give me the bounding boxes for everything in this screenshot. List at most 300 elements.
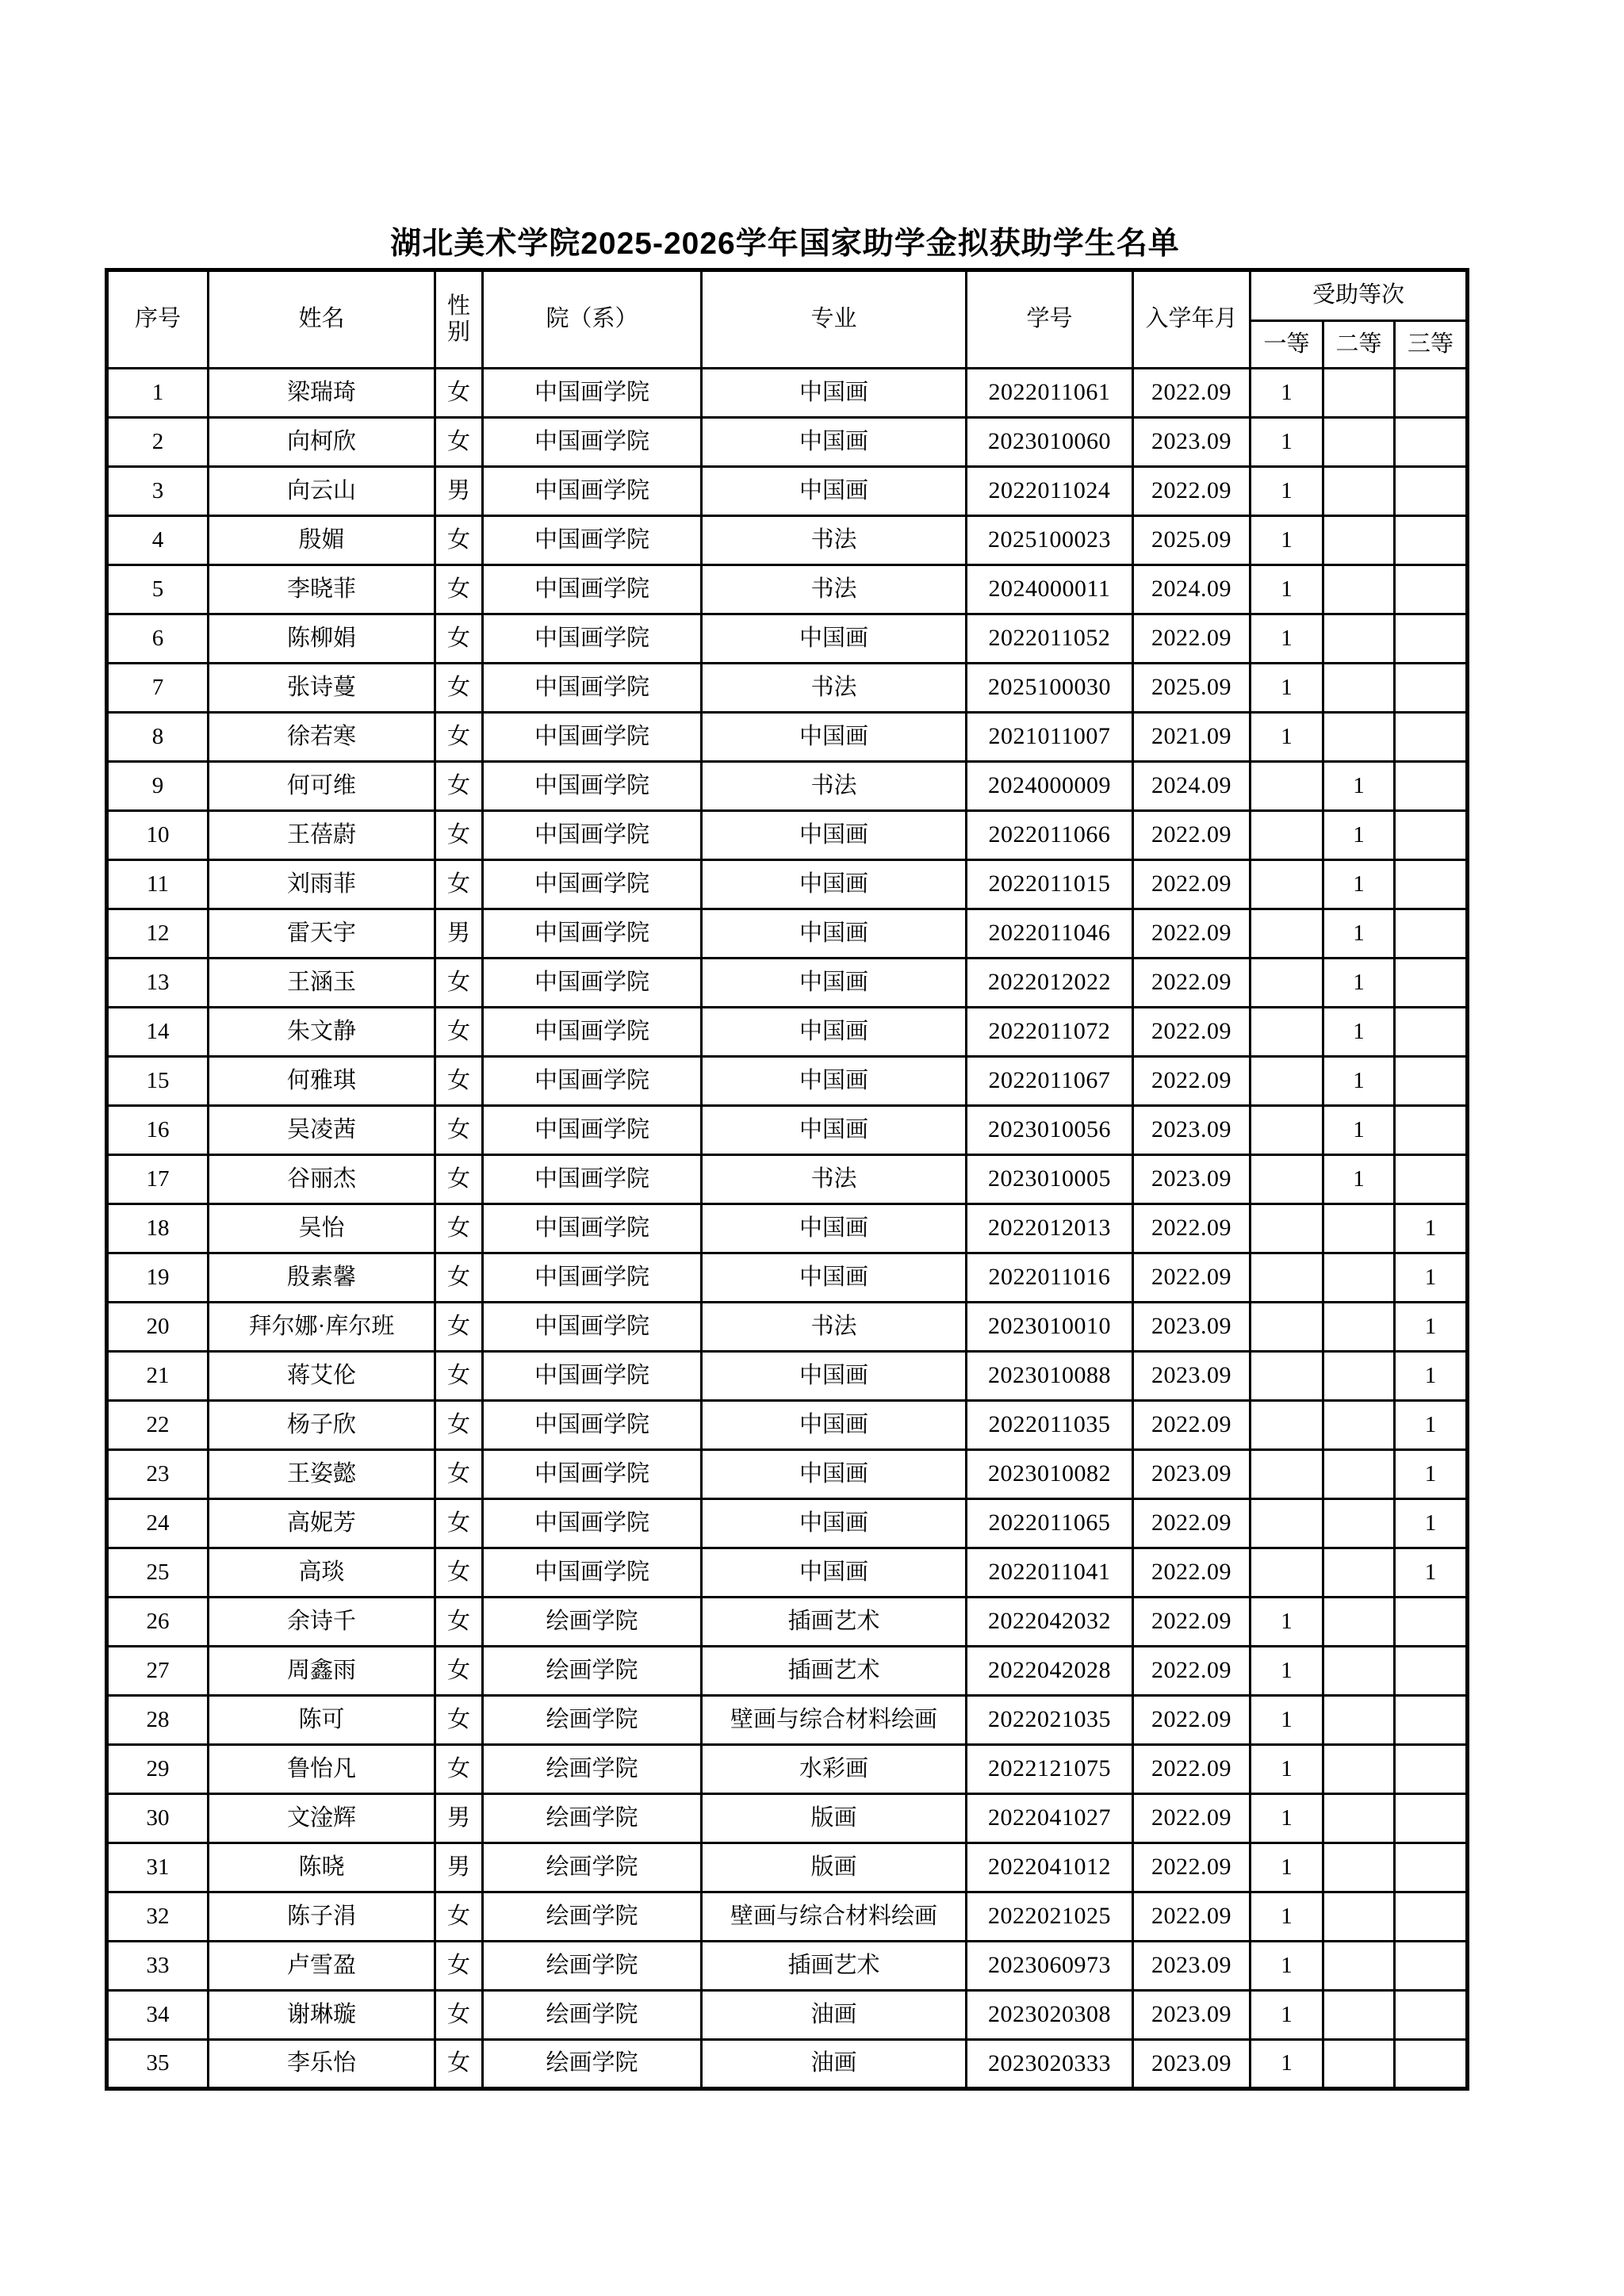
cell-gender: 女 <box>435 1892 483 1942</box>
cell-level2 <box>1323 1548 1395 1598</box>
cell-level2 <box>1323 1843 1395 1892</box>
table-row <box>107 516 1468 565</box>
cell-gender: 女 <box>435 664 483 713</box>
cell-gender: 女 <box>435 860 483 909</box>
cell-level3: 1 <box>1395 1548 1468 1598</box>
header-gender: 性别 <box>435 270 483 369</box>
header-college: 院（系） <box>483 270 702 369</box>
cell-gender: 女 <box>435 1352 483 1401</box>
cell-name: 周鑫雨 <box>209 1647 435 1696</box>
cell-name: 陈柳娟 <box>209 614 435 664</box>
cell-college: 绘画学院 <box>483 1991 702 2040</box>
cell-student_id: 2022012013 <box>967 1204 1133 1253</box>
cell-gender: 女 <box>435 1155 483 1204</box>
cell-level1 <box>1251 1253 1323 1303</box>
cell-level3 <box>1395 1745 1468 1794</box>
cell-college: 中国画学院 <box>483 1204 702 1253</box>
cell-major: 书法 <box>702 516 967 565</box>
cell-gender: 女 <box>435 614 483 664</box>
cell-level2 <box>1323 664 1395 713</box>
cell-level3 <box>1395 1106 1468 1155</box>
cell-major: 壁画与综合材料绘画 <box>702 1696 967 1745</box>
cell-major: 水彩画 <box>702 1745 967 1794</box>
cell-enroll_date: 2022.09 <box>1133 959 1251 1008</box>
cell-level2 <box>1323 467 1395 516</box>
cell-enroll_date: 2022.09 <box>1133 860 1251 909</box>
cell-level3 <box>1395 614 1468 664</box>
cell-no: 20 <box>107 1303 209 1352</box>
cell-major: 中国画 <box>702 1352 967 1401</box>
cell-level3 <box>1395 1598 1468 1647</box>
cell-college: 中国画学院 <box>483 418 702 467</box>
cell-student_id: 2022042028 <box>967 1647 1133 1696</box>
cell-gender: 女 <box>435 1991 483 2040</box>
cell-student_id: 2023010088 <box>967 1352 1133 1401</box>
cell-gender: 男 <box>435 467 483 516</box>
cell-college: 中国画学院 <box>483 959 702 1008</box>
table-row <box>107 1450 1468 1499</box>
cell-enroll_date: 2022.09 <box>1133 909 1251 959</box>
cell-major: 中国画 <box>702 467 967 516</box>
cell-student_id: 2022041012 <box>967 1843 1133 1892</box>
cell-college: 中国画学院 <box>483 1450 702 1499</box>
cell-name: 陈可 <box>209 1696 435 1745</box>
cell-enroll_date: 2022.09 <box>1133 467 1251 516</box>
cell-name: 刘雨菲 <box>209 860 435 909</box>
cell-major: 书法 <box>702 762 967 811</box>
cell-level1 <box>1251 1057 1323 1106</box>
table-row <box>107 565 1468 614</box>
cell-level1 <box>1251 909 1323 959</box>
cell-student_id: 2022011052 <box>967 614 1133 664</box>
cell-gender: 女 <box>435 1008 483 1057</box>
cell-major: 版画 <box>702 1843 967 1892</box>
cell-student_id: 2021011007 <box>967 713 1133 762</box>
table-header <box>107 270 1468 369</box>
cell-major: 中国画 <box>702 1008 967 1057</box>
cell-student_id: 2023010010 <box>967 1303 1133 1352</box>
cell-no: 23 <box>107 1450 209 1499</box>
cell-level1: 1 <box>1251 1647 1323 1696</box>
cell-no: 24 <box>107 1499 209 1548</box>
cell-name: 吴怡 <box>209 1204 435 1253</box>
cell-major: 壁画与综合材料绘画 <box>702 1892 967 1942</box>
cell-enroll_date: 2022.09 <box>1133 1647 1251 1696</box>
cell-enroll_date: 2023.09 <box>1133 1450 1251 1499</box>
cell-gender: 女 <box>435 1401 483 1450</box>
cell-level1: 1 <box>1251 1598 1323 1647</box>
cell-college: 中国画学院 <box>483 1057 702 1106</box>
table-row <box>107 1696 1468 1745</box>
cell-no: 30 <box>107 1794 209 1843</box>
table-row <box>107 467 1468 516</box>
cell-no: 2 <box>107 418 209 467</box>
cell-level3 <box>1395 418 1468 467</box>
cell-level3 <box>1395 1647 1468 1696</box>
cell-level1 <box>1251 811 1323 860</box>
cell-level1: 1 <box>1251 565 1323 614</box>
student-roster-table <box>105 268 1469 2091</box>
cell-no: 21 <box>107 1352 209 1401</box>
cell-level1: 1 <box>1251 1696 1323 1745</box>
cell-enroll_date: 2022.09 <box>1133 1843 1251 1892</box>
cell-level1 <box>1251 1450 1323 1499</box>
cell-college: 中国画学院 <box>483 1401 702 1450</box>
cell-college: 中国画学院 <box>483 1352 702 1401</box>
cell-level3: 1 <box>1395 1352 1468 1401</box>
cell-enroll_date: 2022.09 <box>1133 1892 1251 1942</box>
cell-level3 <box>1395 1991 1468 2040</box>
page-title: 湖北美术学院2025-2026学年国家助学金拟获助学生名单 <box>390 227 1180 261</box>
table-row <box>107 1991 1468 2040</box>
cell-name: 鲁怡凡 <box>209 1745 435 1794</box>
cell-gender: 女 <box>435 1204 483 1253</box>
table-row <box>107 1253 1468 1303</box>
cell-major: 中国画 <box>702 1106 967 1155</box>
cell-no: 33 <box>107 1942 209 1991</box>
cell-major: 中国画 <box>702 959 967 1008</box>
cell-name: 王姿懿 <box>209 1450 435 1499</box>
cell-level2: 1 <box>1323 1008 1395 1057</box>
cell-level2 <box>1323 1253 1395 1303</box>
cell-level3: 1 <box>1395 1499 1468 1548</box>
cell-level2 <box>1323 516 1395 565</box>
cell-major: 中国画 <box>702 418 967 467</box>
cell-college: 中国画学院 <box>483 664 702 713</box>
cell-student_id: 2022011066 <box>967 811 1133 860</box>
cell-level2: 1 <box>1323 811 1395 860</box>
cell-student_id: 2022011015 <box>967 860 1133 909</box>
cell-college: 中国画学院 <box>483 614 702 664</box>
cell-name: 殷媚 <box>209 516 435 565</box>
table-row <box>107 418 1468 467</box>
cell-level3 <box>1395 2040 1468 2089</box>
cell-name: 张诗蔓 <box>209 664 435 713</box>
cell-name: 拜尔娜·库尔班 <box>209 1303 435 1352</box>
cell-student_id: 2022011065 <box>967 1499 1133 1548</box>
cell-gender: 女 <box>435 1450 483 1499</box>
cell-level2 <box>1323 369 1395 418</box>
cell-student_id: 2022011041 <box>967 1548 1133 1598</box>
cell-level2 <box>1323 1401 1395 1450</box>
cell-student_id: 2022042032 <box>967 1598 1133 1647</box>
cell-enroll_date: 2022.09 <box>1133 369 1251 418</box>
cell-level1: 1 <box>1251 516 1323 565</box>
cell-gender: 女 <box>435 1548 483 1598</box>
cell-level2 <box>1323 1696 1395 1745</box>
cell-level1: 1 <box>1251 1991 1323 2040</box>
cell-level3 <box>1395 762 1468 811</box>
cell-level2 <box>1323 1942 1395 1991</box>
cell-level3: 1 <box>1395 1450 1468 1499</box>
cell-enroll_date: 2022.09 <box>1133 614 1251 664</box>
cell-student_id: 2022021035 <box>967 1696 1133 1745</box>
cell-name: 卢雪盈 <box>209 1942 435 1991</box>
cell-level3 <box>1395 1696 1468 1745</box>
cell-enroll_date: 2022.09 <box>1133 1253 1251 1303</box>
cell-enroll_date: 2021.09 <box>1133 713 1251 762</box>
table-body <box>107 369 1468 2089</box>
cell-level1: 1 <box>1251 1794 1323 1843</box>
cell-gender: 女 <box>435 418 483 467</box>
cell-college: 中国画学院 <box>483 860 702 909</box>
table-row <box>107 614 1468 664</box>
header-no: 序号 <box>107 270 209 369</box>
header-level3: 三等 <box>1395 321 1468 369</box>
cell-level2: 1 <box>1323 1155 1395 1204</box>
cell-level2 <box>1323 1991 1395 2040</box>
cell-gender: 女 <box>435 516 483 565</box>
cell-name: 徐若寒 <box>209 713 435 762</box>
cell-college: 中国画学院 <box>483 1548 702 1598</box>
cell-major: 插画艺术 <box>702 1942 967 1991</box>
cell-name: 陈晓 <box>209 1843 435 1892</box>
cell-level1 <box>1251 1204 1323 1253</box>
cell-college: 绘画学院 <box>483 1892 702 1942</box>
cell-level2 <box>1323 1647 1395 1696</box>
cell-gender: 女 <box>435 1942 483 1991</box>
cell-level2 <box>1323 1598 1395 1647</box>
cell-gender: 女 <box>435 2040 483 2089</box>
cell-gender: 女 <box>435 1303 483 1352</box>
cell-level2: 1 <box>1323 1057 1395 1106</box>
cell-no: 9 <box>107 762 209 811</box>
cell-level1 <box>1251 1008 1323 1057</box>
cell-gender: 女 <box>435 1057 483 1106</box>
cell-no: 15 <box>107 1057 209 1106</box>
cell-gender: 女 <box>435 811 483 860</box>
cell-level1: 1 <box>1251 467 1323 516</box>
cell-level3 <box>1395 664 1468 713</box>
cell-level2: 1 <box>1323 860 1395 909</box>
cell-gender: 女 <box>435 1253 483 1303</box>
cell-student_id: 2022121075 <box>967 1745 1133 1794</box>
cell-level2 <box>1323 1745 1395 1794</box>
table-row <box>107 1155 1468 1204</box>
cell-level1: 1 <box>1251 1942 1323 1991</box>
cell-major: 油画 <box>702 1991 967 2040</box>
cell-name: 谷丽杰 <box>209 1155 435 1204</box>
table-row <box>107 1057 1468 1106</box>
cell-name: 殷素馨 <box>209 1253 435 1303</box>
cell-no: 6 <box>107 614 209 664</box>
cell-name: 文淦辉 <box>209 1794 435 1843</box>
cell-major: 油画 <box>702 2040 967 2089</box>
cell-college: 绘画学院 <box>483 2040 702 2089</box>
cell-no: 1 <box>107 369 209 418</box>
cell-student_id: 2023060973 <box>967 1942 1133 1991</box>
header-enroll-date: 入学年月 <box>1133 270 1251 369</box>
cell-level3: 1 <box>1395 1401 1468 1450</box>
cell-college: 绘画学院 <box>483 1843 702 1892</box>
cell-enroll_date: 2025.09 <box>1133 664 1251 713</box>
cell-level3 <box>1395 516 1468 565</box>
cell-enroll_date: 2022.09 <box>1133 1401 1251 1450</box>
cell-no: 27 <box>107 1647 209 1696</box>
cell-enroll_date: 2022.09 <box>1133 1204 1251 1253</box>
cell-level1 <box>1251 1352 1323 1401</box>
cell-major: 中国画 <box>702 713 967 762</box>
cell-student_id: 2023010082 <box>967 1450 1133 1499</box>
cell-level2: 1 <box>1323 1106 1395 1155</box>
cell-name: 陈子涓 <box>209 1892 435 1942</box>
cell-name: 王蓓蔚 <box>209 811 435 860</box>
cell-college: 中国画学院 <box>483 516 702 565</box>
table-row <box>107 959 1468 1008</box>
header-grant-level: 受助等次 <box>1251 270 1468 321</box>
cell-college: 绘画学院 <box>483 1598 702 1647</box>
cell-major: 中国画 <box>702 369 967 418</box>
cell-level1 <box>1251 1155 1323 1204</box>
cell-no: 13 <box>107 959 209 1008</box>
cell-name: 雷天宇 <box>209 909 435 959</box>
cell-level1 <box>1251 860 1323 909</box>
table-row <box>107 1401 1468 1450</box>
cell-major: 书法 <box>702 664 967 713</box>
cell-major: 中国画 <box>702 811 967 860</box>
cell-student_id: 2024000011 <box>967 565 1133 614</box>
table-row <box>107 1008 1468 1057</box>
cell-enroll_date: 2023.09 <box>1133 418 1251 467</box>
cell-level1: 1 <box>1251 369 1323 418</box>
cell-enroll_date: 2023.09 <box>1133 1303 1251 1352</box>
cell-level3: 1 <box>1395 1204 1468 1253</box>
cell-major: 中国画 <box>702 1450 967 1499</box>
cell-major: 插画艺术 <box>702 1647 967 1696</box>
cell-student_id: 2023020308 <box>967 1991 1133 2040</box>
table-row <box>107 1942 1468 1991</box>
cell-name: 杨子欣 <box>209 1401 435 1450</box>
cell-no: 35 <box>107 2040 209 2089</box>
cell-level3: 1 <box>1395 1303 1468 1352</box>
cell-gender: 女 <box>435 1647 483 1696</box>
cell-name: 高妮芳 <box>209 1499 435 1548</box>
table-row <box>107 1647 1468 1696</box>
table-row <box>107 1106 1468 1155</box>
cell-no: 18 <box>107 1204 209 1253</box>
cell-level1: 1 <box>1251 1843 1323 1892</box>
cell-level2 <box>1323 2040 1395 2089</box>
cell-enroll_date: 2024.09 <box>1133 762 1251 811</box>
cell-major: 中国画 <box>702 1253 967 1303</box>
cell-level3 <box>1395 369 1468 418</box>
cell-level1: 1 <box>1251 1745 1323 1794</box>
cell-gender: 男 <box>435 1843 483 1892</box>
cell-student_id: 2023010060 <box>967 418 1133 467</box>
cell-enroll_date: 2022.09 <box>1133 1548 1251 1598</box>
cell-gender: 女 <box>435 959 483 1008</box>
cell-level1 <box>1251 762 1323 811</box>
cell-level3 <box>1395 565 1468 614</box>
cell-name: 蒋艾伦 <box>209 1352 435 1401</box>
cell-level2: 1 <box>1323 762 1395 811</box>
cell-college: 中国画学院 <box>483 762 702 811</box>
cell-major: 版画 <box>702 1794 967 1843</box>
cell-no: 7 <box>107 664 209 713</box>
table-row <box>107 1745 1468 1794</box>
table-row <box>107 762 1468 811</box>
cell-enroll_date: 2023.09 <box>1133 1352 1251 1401</box>
cell-no: 25 <box>107 1548 209 1598</box>
table-row <box>107 2040 1468 2089</box>
cell-student_id: 2023020333 <box>967 2040 1133 2089</box>
cell-name: 高琰 <box>209 1548 435 1598</box>
cell-student_id: 2025100030 <box>967 664 1133 713</box>
cell-level1: 1 <box>1251 418 1323 467</box>
cell-name: 王涵玉 <box>209 959 435 1008</box>
cell-level2 <box>1323 1892 1395 1942</box>
cell-college: 中国画学院 <box>483 713 702 762</box>
cell-gender: 男 <box>435 909 483 959</box>
cell-student_id: 2023010056 <box>967 1106 1133 1155</box>
cell-college: 绘画学院 <box>483 1942 702 1991</box>
cell-no: 31 <box>107 1843 209 1892</box>
cell-level3 <box>1395 1942 1468 1991</box>
header-name: 姓名 <box>209 270 435 369</box>
cell-name: 梁瑞琦 <box>209 369 435 418</box>
cell-gender: 女 <box>435 369 483 418</box>
cell-name: 李晓菲 <box>209 565 435 614</box>
cell-gender: 女 <box>435 1499 483 1548</box>
table-row <box>107 1352 1468 1401</box>
cell-enroll_date: 2022.09 <box>1133 1008 1251 1057</box>
cell-enroll_date: 2022.09 <box>1133 811 1251 860</box>
cell-no: 17 <box>107 1155 209 1204</box>
table-row <box>107 1843 1468 1892</box>
header-row-main <box>107 270 1468 321</box>
cell-college: 中国画学院 <box>483 1155 702 1204</box>
cell-college: 中国画学院 <box>483 1499 702 1548</box>
cell-no: 10 <box>107 811 209 860</box>
cell-no: 3 <box>107 467 209 516</box>
cell-student_id: 2022011046 <box>967 909 1133 959</box>
cell-level1: 1 <box>1251 614 1323 664</box>
cell-major: 书法 <box>702 565 967 614</box>
cell-college: 中国画学院 <box>483 369 702 418</box>
cell-student_id: 2022041027 <box>967 1794 1133 1843</box>
cell-level1 <box>1251 1401 1323 1450</box>
cell-name: 朱文静 <box>209 1008 435 1057</box>
cell-gender: 女 <box>435 713 483 762</box>
cell-level2 <box>1323 713 1395 762</box>
cell-student_id: 2022011067 <box>967 1057 1133 1106</box>
cell-no: 19 <box>107 1253 209 1303</box>
cell-no: 14 <box>107 1008 209 1057</box>
cell-major: 中国画 <box>702 860 967 909</box>
cell-major: 中国画 <box>702 614 967 664</box>
cell-no: 29 <box>107 1745 209 1794</box>
cell-college: 中国画学院 <box>483 1303 702 1352</box>
cell-level1 <box>1251 1303 1323 1352</box>
cell-gender: 女 <box>435 565 483 614</box>
cell-name: 余诗千 <box>209 1598 435 1647</box>
cell-student_id: 2023010005 <box>967 1155 1133 1204</box>
cell-level1: 1 <box>1251 1892 1323 1942</box>
header-major: 专业 <box>702 270 967 369</box>
cell-level2 <box>1323 1499 1395 1548</box>
cell-major: 中国画 <box>702 1401 967 1450</box>
cell-name: 何可维 <box>209 762 435 811</box>
cell-level2 <box>1323 1450 1395 1499</box>
cell-level2: 1 <box>1323 909 1395 959</box>
cell-gender: 女 <box>435 1696 483 1745</box>
cell-level3 <box>1395 811 1468 860</box>
table-row <box>107 811 1468 860</box>
cell-no: 5 <box>107 565 209 614</box>
cell-no: 32 <box>107 1892 209 1942</box>
cell-enroll_date: 2023.09 <box>1133 1155 1251 1204</box>
cell-gender: 女 <box>435 1745 483 1794</box>
